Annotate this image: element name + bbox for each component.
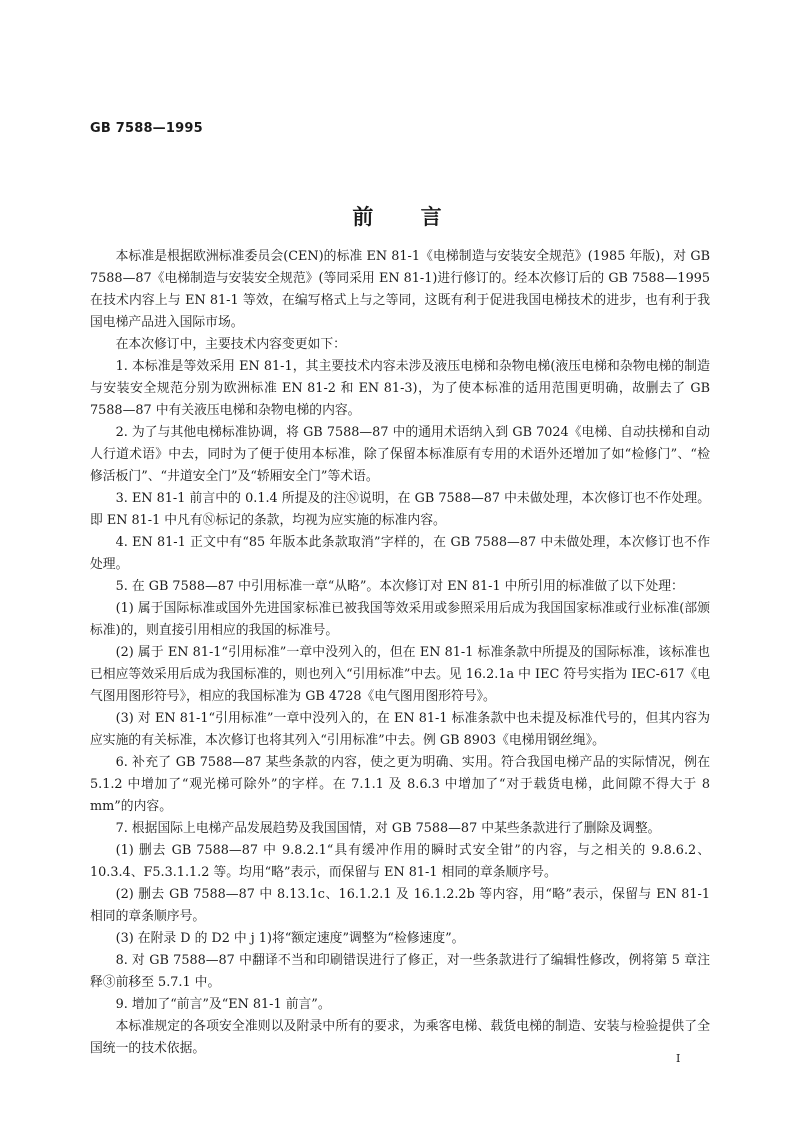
paragraph-item-5: 5. 在 GB 7588—87 中引用标准一章“从略”。本次修订对 EN 81-1 中所引用的标准做了以下处理：: [115, 579, 684, 594]
paragraph-changes-lead: 在本次修订中，主要技术内容变更如下：: [115, 337, 346, 352]
paragraph-intro: 本标准是根据欧洲标准委员会(CEN)的标准 EN 81-1《电梯制造与安装安全规范》(1985 年版)，对 GB 7588—87《电梯制造与安装安全规范》(等同采用 EN 81-1)进行修订的。经本次修订后的 GB 7588—1995 在技术内容上与 EN 81-1 等效，在编写格式上与之等同，这既有利于促进我国电梯技术的进步，也有利于我国电梯产品进入国际市场。: [90, 249, 710, 330]
page-title: 前 言: [352, 205, 442, 229]
paragraph-item-2: 2. 为了与其他电梯标准协调，将 GB 7588—87 中的通用术语纳入到 GB 7024《电梯、自动扶梯和自动人行道术语》中去，同时为了便于使用本标准，除了保留本标准原有专用的术语外还增加了如“检修门”、“检修活板门”、“井道安全门”及“轿厢安全门”等术语。: [90, 425, 710, 484]
paragraph-item-3: 3. EN 81-1 前言中的 0.1.4 所提及的注Ⓝ说明，在 GB 7588—87 中未做处理，本次修订也不作处理。即 EN 81-1 中凡有Ⓝ标记的条款，均视为应实施的标准内容。: [90, 491, 710, 528]
paragraph-item-5-3: (3) 对 EN 81-1“引用标准”一章中没列入的，在 EN 81-1 标准条款中也未提及标准代号的，但其内容为应实施的有关标准，本次修订也将其列入“引用标准”中去。例 GB 8903《电梯用钢丝绳》。: [90, 711, 710, 748]
paragraph-item-7: 7. 根据国际上电梯产品发展趋势及我国国情，对 GB 7588—87 中某些条款进行了删除及调整。: [115, 821, 661, 836]
paragraph-item-7-2: (2) 删去 GB 7588—87 中 8.13.1c、16.1.2.1 及 16.1.2.2b 等内容，用“略”表示，保留与 EN 81-1 相同的章条顺序号。: [90, 887, 710, 924]
paragraph-closing: 本标准规定的各项安全准则以及附录中所有的要求，为乘客电梯、载货电梯的制造、安装与检验提供了全国统一的技术依据。: [90, 1019, 710, 1056]
paragraph-item-4: 4. EN 81-1 正文中有“85 年版本此条款取消”字样的，在 GB 7588—87 中未做处理，本次修订也不作处理。: [90, 535, 710, 572]
paragraph-item-9: 9. 增加了“前言”及“EN 81-1 前言”。: [115, 997, 331, 1012]
paragraph-item-1: 1. 本标准是等效采用 EN 81-1，其主要技术内容未涉及液压电梯和杂物电梯(液压电梯和杂物电梯的制造与安装安全规范分别为欧洲标准 EN 81-2 和 EN 81-3)，为了使本标准的适用范围更明确，故删去了 GB 7588—87 中有关液压电梯和杂物电梯的内容。: [90, 359, 710, 418]
paragraph-item-6: 6. 补充了 GB 7588—87 某些条款的内容，使之更为明确、实用。符合我国电梯产品的实际情况，例在 5.1.2 中增加了“观光梯可除外”的字样。在 7.1.1 及 8.6.3 中增加了“对于载货电梯，此间隙不得大于 8 mm”的内容。: [90, 755, 710, 814]
paragraph-item-5-1: (1) 属于国际标准或国外先进国家标准已被我国等效采用或参照采用后成为我国国家标准或行业标准(部颁标准)的，则直接引用相应的我国的标准号。: [90, 601, 710, 638]
paragraph-item-7-3: (3) 在附录 D 的 D2 中 j 1)将“额定速度”调整为“检修速度”。: [115, 931, 465, 946]
paragraph-item-8: 8. 对 GB 7588—87 中翻译不当和印刷错误进行了修正，对一些条款进行了编辑性修改，例将第 5 章注释③前移至 5.7.1 中。: [90, 953, 710, 990]
standard-code: GB 7588—1995: [90, 121, 203, 136]
preface-body: [90, 246, 710, 1060]
paragraph-item-5-2: (2) 属于 EN 81-1“引用标准”一章中没列入的，但在 EN 81-1 标准条款中所提及的国际标准，该标准也已相应等效采用后成为我国标准的，则也列入“引用标准”中去。见 16.2.1a 中 IEC 符号实指为 IEC-617《电气图用图形符号》，相应的我国标准为 GB 4728《电气图用图形符号》。: [90, 645, 710, 704]
page-number: I: [676, 1052, 681, 1065]
paragraph-item-7-1: (1) 删去 GB 7588—87 中 9.8.2.1“具有缓冲作用的瞬时式安全钳”的内容，与之相关的 9.8.6.2、10.3.4、F5.3.1.1.2 等。均用“略”表示，而保留与 EN 81-1 相同的章条顺序号。: [90, 843, 710, 880]
